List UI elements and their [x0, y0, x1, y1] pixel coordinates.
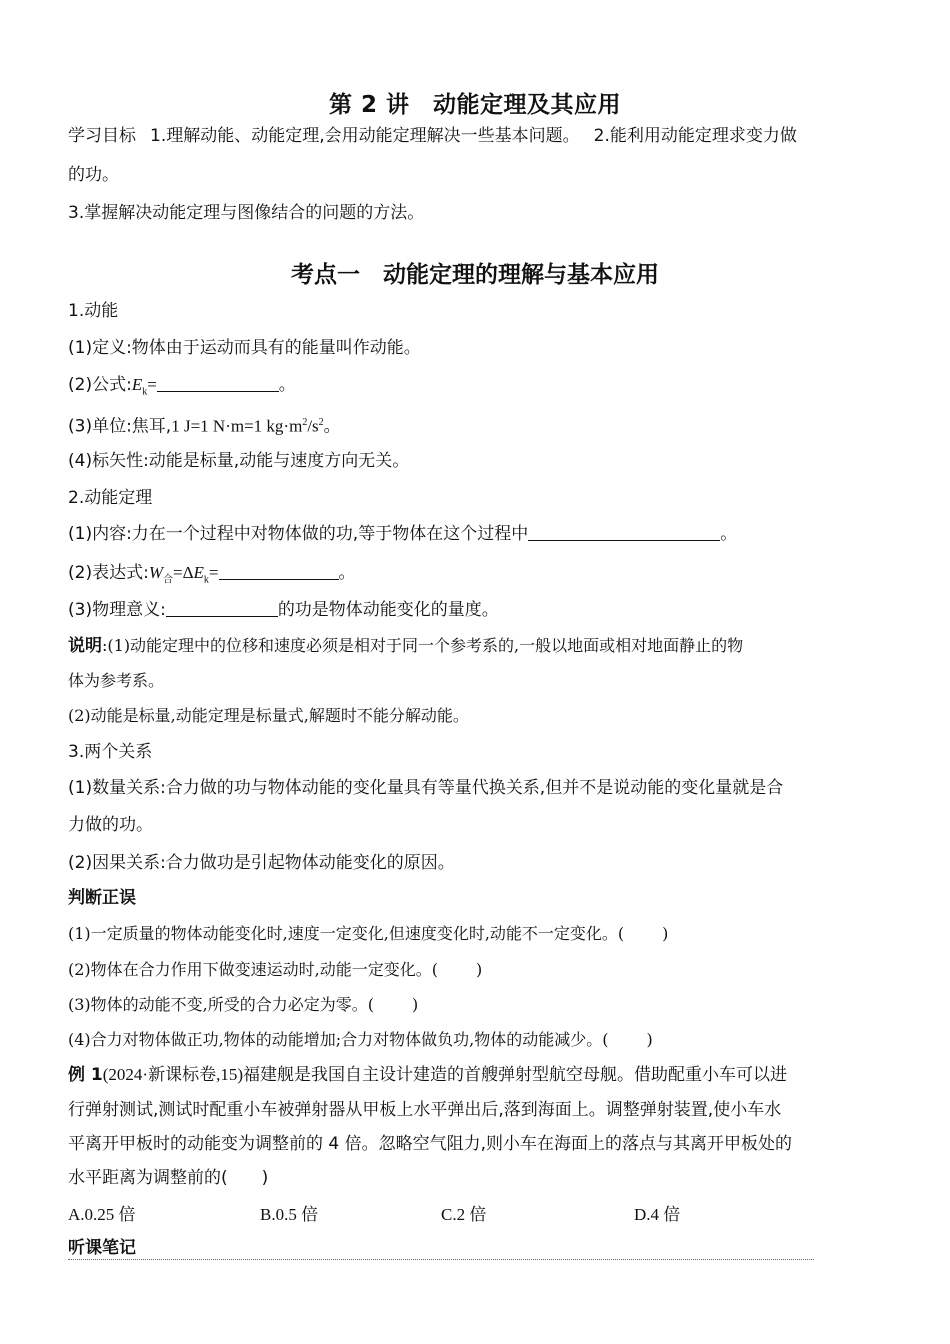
expression-blank[interactable]	[219, 561, 339, 580]
example-text-4-close: )	[261, 1168, 269, 1188]
meaning-blank[interactable]	[166, 598, 278, 617]
expression-work: W	[148, 563, 163, 582]
content-text: (1)内容:力在一个过程中对物体做的功,等于物体在这个过程中	[68, 524, 529, 544]
heading-kinetic-energy: 1.动能	[68, 301, 119, 321]
judge-item-2	[68, 958, 888, 982]
unit-exponent: 2	[302, 417, 308, 428]
example-source: (2024·新课标卷,15)	[102, 1065, 243, 1084]
meaning-label: (3)物理意义:	[68, 600, 166, 620]
formula-symbol: E	[131, 375, 143, 394]
option-a[interactable]: A.0.25 倍	[68, 1205, 136, 1224]
judge-item-1-close: )	[662, 924, 669, 943]
note-line-2: 体为参考系。	[68, 671, 165, 690]
formula-label: (2)公式:	[68, 375, 132, 395]
option-c[interactable]: C.2 倍	[441, 1205, 487, 1224]
expression-delta: =Δ	[172, 563, 194, 582]
example-text-4: 水平距离为调整前的(	[68, 1168, 228, 1188]
judge-item-3	[68, 993, 888, 1017]
example-text-1: 福建舰是我国自主设计建造的首艘弹射型航空母舰。借助配重小车可以进	[242, 1065, 787, 1085]
unit-end: 。	[323, 416, 341, 437]
example-line-4	[68, 1166, 888, 1190]
expression-line	[68, 561, 888, 592]
note-line-1	[68, 634, 888, 658]
expression-subscript: 合	[162, 574, 173, 586]
objective-3: 3.掌握解决动能定理与图像结合的问题的方法。	[68, 203, 425, 223]
formula-line	[68, 373, 888, 404]
unit-expression-tail: /s	[307, 416, 319, 436]
notes-dotted-line[interactable]	[68, 1259, 814, 1260]
relation-1-line-2: 力做的功。	[68, 815, 153, 835]
content-blank[interactable]	[528, 522, 720, 541]
judge-item-2-text: (2)物体在合力作用下做变速运动时,动能一定变化。(	[68, 960, 438, 979]
formula-subscript: k	[142, 386, 148, 398]
expression-label: (2)表达式:	[68, 563, 149, 583]
note-1-text: :(1)动能定理中的位移和速度必须是相对于同一个参考系的,一般以地面或相对地面静止的物	[102, 636, 744, 655]
judge-item-1	[68, 922, 888, 946]
formula-equals: =	[147, 375, 157, 394]
scalar-line: (4)标矢性:动能是标量,动能与速度方向无关。	[68, 451, 410, 471]
option-d[interactable]: D.4 倍	[634, 1205, 681, 1224]
example-line-1	[68, 1063, 888, 1087]
example-line-2: 行弹射测试,测试时配重小车被弹射器从甲板上水平弹出后,落到海面上。调整弹射装置,使小车水	[68, 1100, 782, 1120]
unit-line	[68, 411, 888, 439]
content-line	[68, 522, 888, 546]
lecture-title: 第 2 讲 动能定理及其应用	[328, 92, 622, 118]
relation-2: (2)因果关系:合力做功是引起物体动能变化的原因。	[68, 853, 455, 873]
expression-subscript-k: k	[203, 574, 209, 586]
objective-1: 1.理解动能、动能定理,会用动能定理解决一些基本问题。	[150, 126, 580, 146]
objective-2-part-2: 的功。	[68, 165, 119, 185]
definition-line: (1)定义:物体由于运动而具有的能量叫作动能。	[68, 338, 421, 358]
objectives-label: 学习目标	[68, 126, 136, 146]
judge-item-4-close: )	[646, 1030, 653, 1049]
heading-theorem: 2.动能定理	[68, 488, 153, 508]
unit-exponent-2: 2	[318, 417, 324, 428]
unit-expression: 1 J=1 N·m=1 kg·m	[171, 416, 303, 436]
notes-label: 听课笔记	[68, 1238, 136, 1258]
judge-item-3-text: (3)物体的动能不变,所受的合力必定为零。(	[68, 995, 374, 1014]
judge-item-3-close: )	[412, 995, 419, 1014]
expression-equals: =	[208, 563, 219, 582]
note-label: 说明	[68, 636, 102, 656]
section-title: 考点一 动能定理的理解与基本应用	[291, 262, 659, 288]
judge-item-2-close: )	[476, 960, 483, 979]
option-b[interactable]: B.0.5 倍	[260, 1205, 319, 1224]
formula-blank[interactable]	[157, 373, 279, 392]
formula-end: 。	[278, 375, 296, 395]
content-end: 。	[720, 524, 738, 544]
objectives-line-1	[68, 124, 888, 148]
example-line-3: 平离开甲板时的动能变为调整前的 4 倍。忽略空气阻力,则小车在海面上的落点与其离开甲板处的	[68, 1134, 793, 1154]
example-label: 例 1	[68, 1065, 103, 1085]
heading-relations: 3.两个关系	[68, 742, 153, 762]
judge-label: 判断正误	[68, 888, 136, 908]
judge-item-4-text: (4)合力对物体做正功,物体的动能增加;合力对物体做负功,物体的动能减少。(	[68, 1030, 609, 1049]
objective-2-part-1: 2.能利用动能定理求变力做	[593, 126, 797, 146]
note-2: (2)动能是标量,动能定理是标量式,解题时不能分解动能。	[68, 706, 469, 725]
judge-item-4	[68, 1028, 888, 1052]
meaning-text: 的功是物体动能变化的量度。	[277, 600, 499, 620]
expression-energy: E	[193, 563, 204, 582]
expression-end: 。	[338, 563, 356, 583]
relation-1-line-1: (1)数量关系:合力做的功与物体动能的变化量具有等量代换关系,但并不是说动能的变化量就是合	[68, 778, 784, 798]
unit-label: (3)单位:焦耳,	[68, 416, 172, 437]
meaning-line	[68, 598, 888, 622]
judge-item-1-text: (1)一定质量的物体动能变化时,速度一定变化,但速度变化时,动能不一定变化。(	[68, 924, 625, 943]
